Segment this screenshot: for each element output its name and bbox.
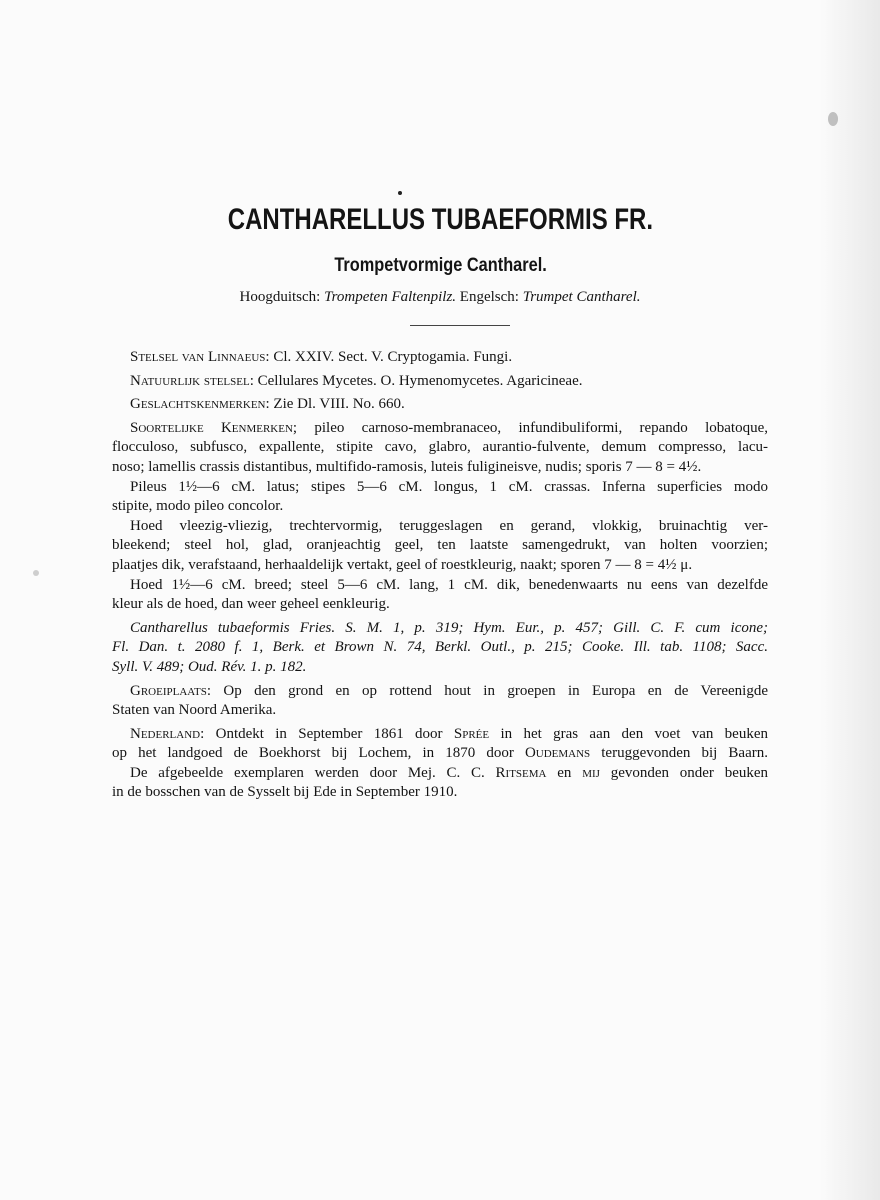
references bbox=[112, 619, 768, 678]
scan-edge-shadow bbox=[820, 0, 880, 1200]
taxonomy-genus bbox=[112, 395, 768, 415]
references-line-2: Fl. Dan. t. 2080 f. 1, Berk. et Brown N. 74, Berkl. Outl., p. 215; Cooke. Ill. tab. 1108; Sacc. bbox=[112, 639, 768, 656]
netherlands-text-3c: gevonden onder beuken bbox=[610, 764, 769, 781]
species-latin-line-3: noso; lamellis crassis distantibus, multifido-ramosis, luteis fuligineisve, nudis; sporis 7 — 8 = 4½. bbox=[112, 458, 702, 475]
netherlands-text-3b: en bbox=[557, 764, 572, 781]
netherlands-text-1a: Ontdekt in September 1861 door bbox=[215, 725, 443, 742]
names-label-german: Hoogduitsch: bbox=[239, 289, 321, 305]
netherlands-text-3a: De afgebeelde exemplaren werden door Mej. C. C. bbox=[130, 764, 485, 781]
natural-value: Cellulares Mycetes. O. Hymenomycetes. Agaricineae. bbox=[257, 372, 583, 389]
species-latin bbox=[112, 419, 768, 478]
page-title: CANTHARELLUS TUBAEFORMIS FR. bbox=[227, 203, 654, 236]
genus-label: Geslachtskenmerken: bbox=[130, 396, 270, 413]
author-self: mij bbox=[582, 764, 600, 781]
common-names bbox=[0, 289, 880, 306]
size-line-2: kleur als de hoed, dan weer geheel eenkleurig. bbox=[112, 596, 390, 613]
netherlands-text-2b: teruggevonden bij Baarn. bbox=[601, 745, 768, 762]
habitat-label: Groeiplaats: bbox=[130, 682, 212, 699]
pileus-line-1: Pileus 1½—6 cM. latus; stipes 5—6 cM. longus, 1 cM. crassas. Inferna superficies modo bbox=[130, 478, 768, 495]
document-body bbox=[112, 348, 768, 803]
netherlands-text-1b: in het gras aan den voet van beuken bbox=[500, 725, 768, 742]
netherlands-label: Nederland: bbox=[130, 725, 205, 742]
rediscoverer-name: Oudemans bbox=[524, 745, 591, 762]
linnaeus-label: Stelsel van Linnaeus: bbox=[130, 349, 270, 365]
names-value-german: Trompeten Faltenpilz. bbox=[324, 289, 457, 305]
divider bbox=[410, 325, 510, 326]
species-label: Soortelijke Kenmerken; bbox=[130, 419, 298, 436]
netherlands-line-1 bbox=[112, 725, 768, 745]
title-dot bbox=[398, 191, 402, 195]
netherlands-text-2a: op het landgoed de Boekhorst bij Lochem, in 1870 door bbox=[112, 745, 514, 762]
dutch-line-2: bleekend; steel hol, glad, oranjeachtig geel, ten laatste samengedrukt, van holten voorzien; bbox=[112, 537, 768, 554]
page-subtitle: Trompetvormige Cantharel. bbox=[334, 255, 547, 276]
species-latin-line-1 bbox=[112, 419, 768, 439]
names-value-english: Trumpet Cantharel. bbox=[522, 289, 641, 305]
pileus-line-2: stipite, modo pileo concolor. bbox=[112, 498, 284, 515]
taxonomy-linnaeus bbox=[112, 348, 768, 368]
names-label-english: Engelsch: bbox=[459, 289, 519, 305]
scan-mark bbox=[828, 112, 838, 126]
natural-label: Natuurlijk stelsel: bbox=[130, 372, 254, 389]
habitat-text-1: Op den grond en op rottend hout in groepen in Europa en de Vereenigde bbox=[223, 682, 768, 699]
species-pileus bbox=[112, 478, 768, 517]
collector-name: Ritsema bbox=[495, 764, 547, 781]
habitat-line-2: Staten van Noord Amerika. bbox=[112, 702, 277, 719]
netherlands-line-3 bbox=[112, 764, 768, 784]
discoverer-name: Sprée bbox=[453, 725, 490, 742]
species-dutch bbox=[112, 517, 768, 576]
genus-value: Zie Dl. VIII. No. 660. bbox=[273, 396, 405, 413]
references-line-3: Syll. V. 489; Oud. Rév. 1. p. 182. bbox=[112, 658, 307, 675]
habitat-line-1 bbox=[112, 682, 768, 702]
dutch-line-1: Hoed vleezig-vliezig, trechtervormig, teruggeslagen en gerand, vlokkig, bruinachtig ver- bbox=[130, 517, 768, 534]
size-line-1: Hoed 1½—6 cM. breed; steel 5—6 cM. lang, 1 cM. dik, benedenwaarts nu eens van dezelfde bbox=[130, 576, 768, 593]
species-latin-text-1: pileo carnoso-membranaceo, infundibuliformi, repando lobatoque, bbox=[314, 419, 768, 436]
habitat bbox=[112, 682, 768, 721]
species-latin-line-2: flocculoso, subfusco, expallente, stipite cavo, glabro, aurantio-fulvente, demum compresso, lacu- bbox=[112, 439, 768, 456]
netherlands bbox=[112, 725, 768, 803]
taxonomy-natural bbox=[112, 372, 768, 392]
linnaeus-value: Cl. XXIV. Sect. V. Cryptogamia. Fungi. bbox=[273, 349, 513, 365]
netherlands-line-4: in de bosschen van de Sysselt bij Ede in September 1910. bbox=[112, 784, 458, 801]
dutch-line-3: plaatjes dik, verafstaand, herhaaldelijk vertakt, geel of roestkleurig, naakt; sporen 7 — 8 = 4½ μ. bbox=[112, 556, 693, 573]
scan-speck bbox=[33, 570, 39, 576]
references-line-1: Cantharellus tubaeformis Fries. S. M. 1, p. 319; Hym. Eur., p. 457; Gill. C. F. cum icone; bbox=[130, 619, 768, 636]
species-size bbox=[112, 576, 768, 615]
netherlands-line-2 bbox=[112, 744, 768, 764]
